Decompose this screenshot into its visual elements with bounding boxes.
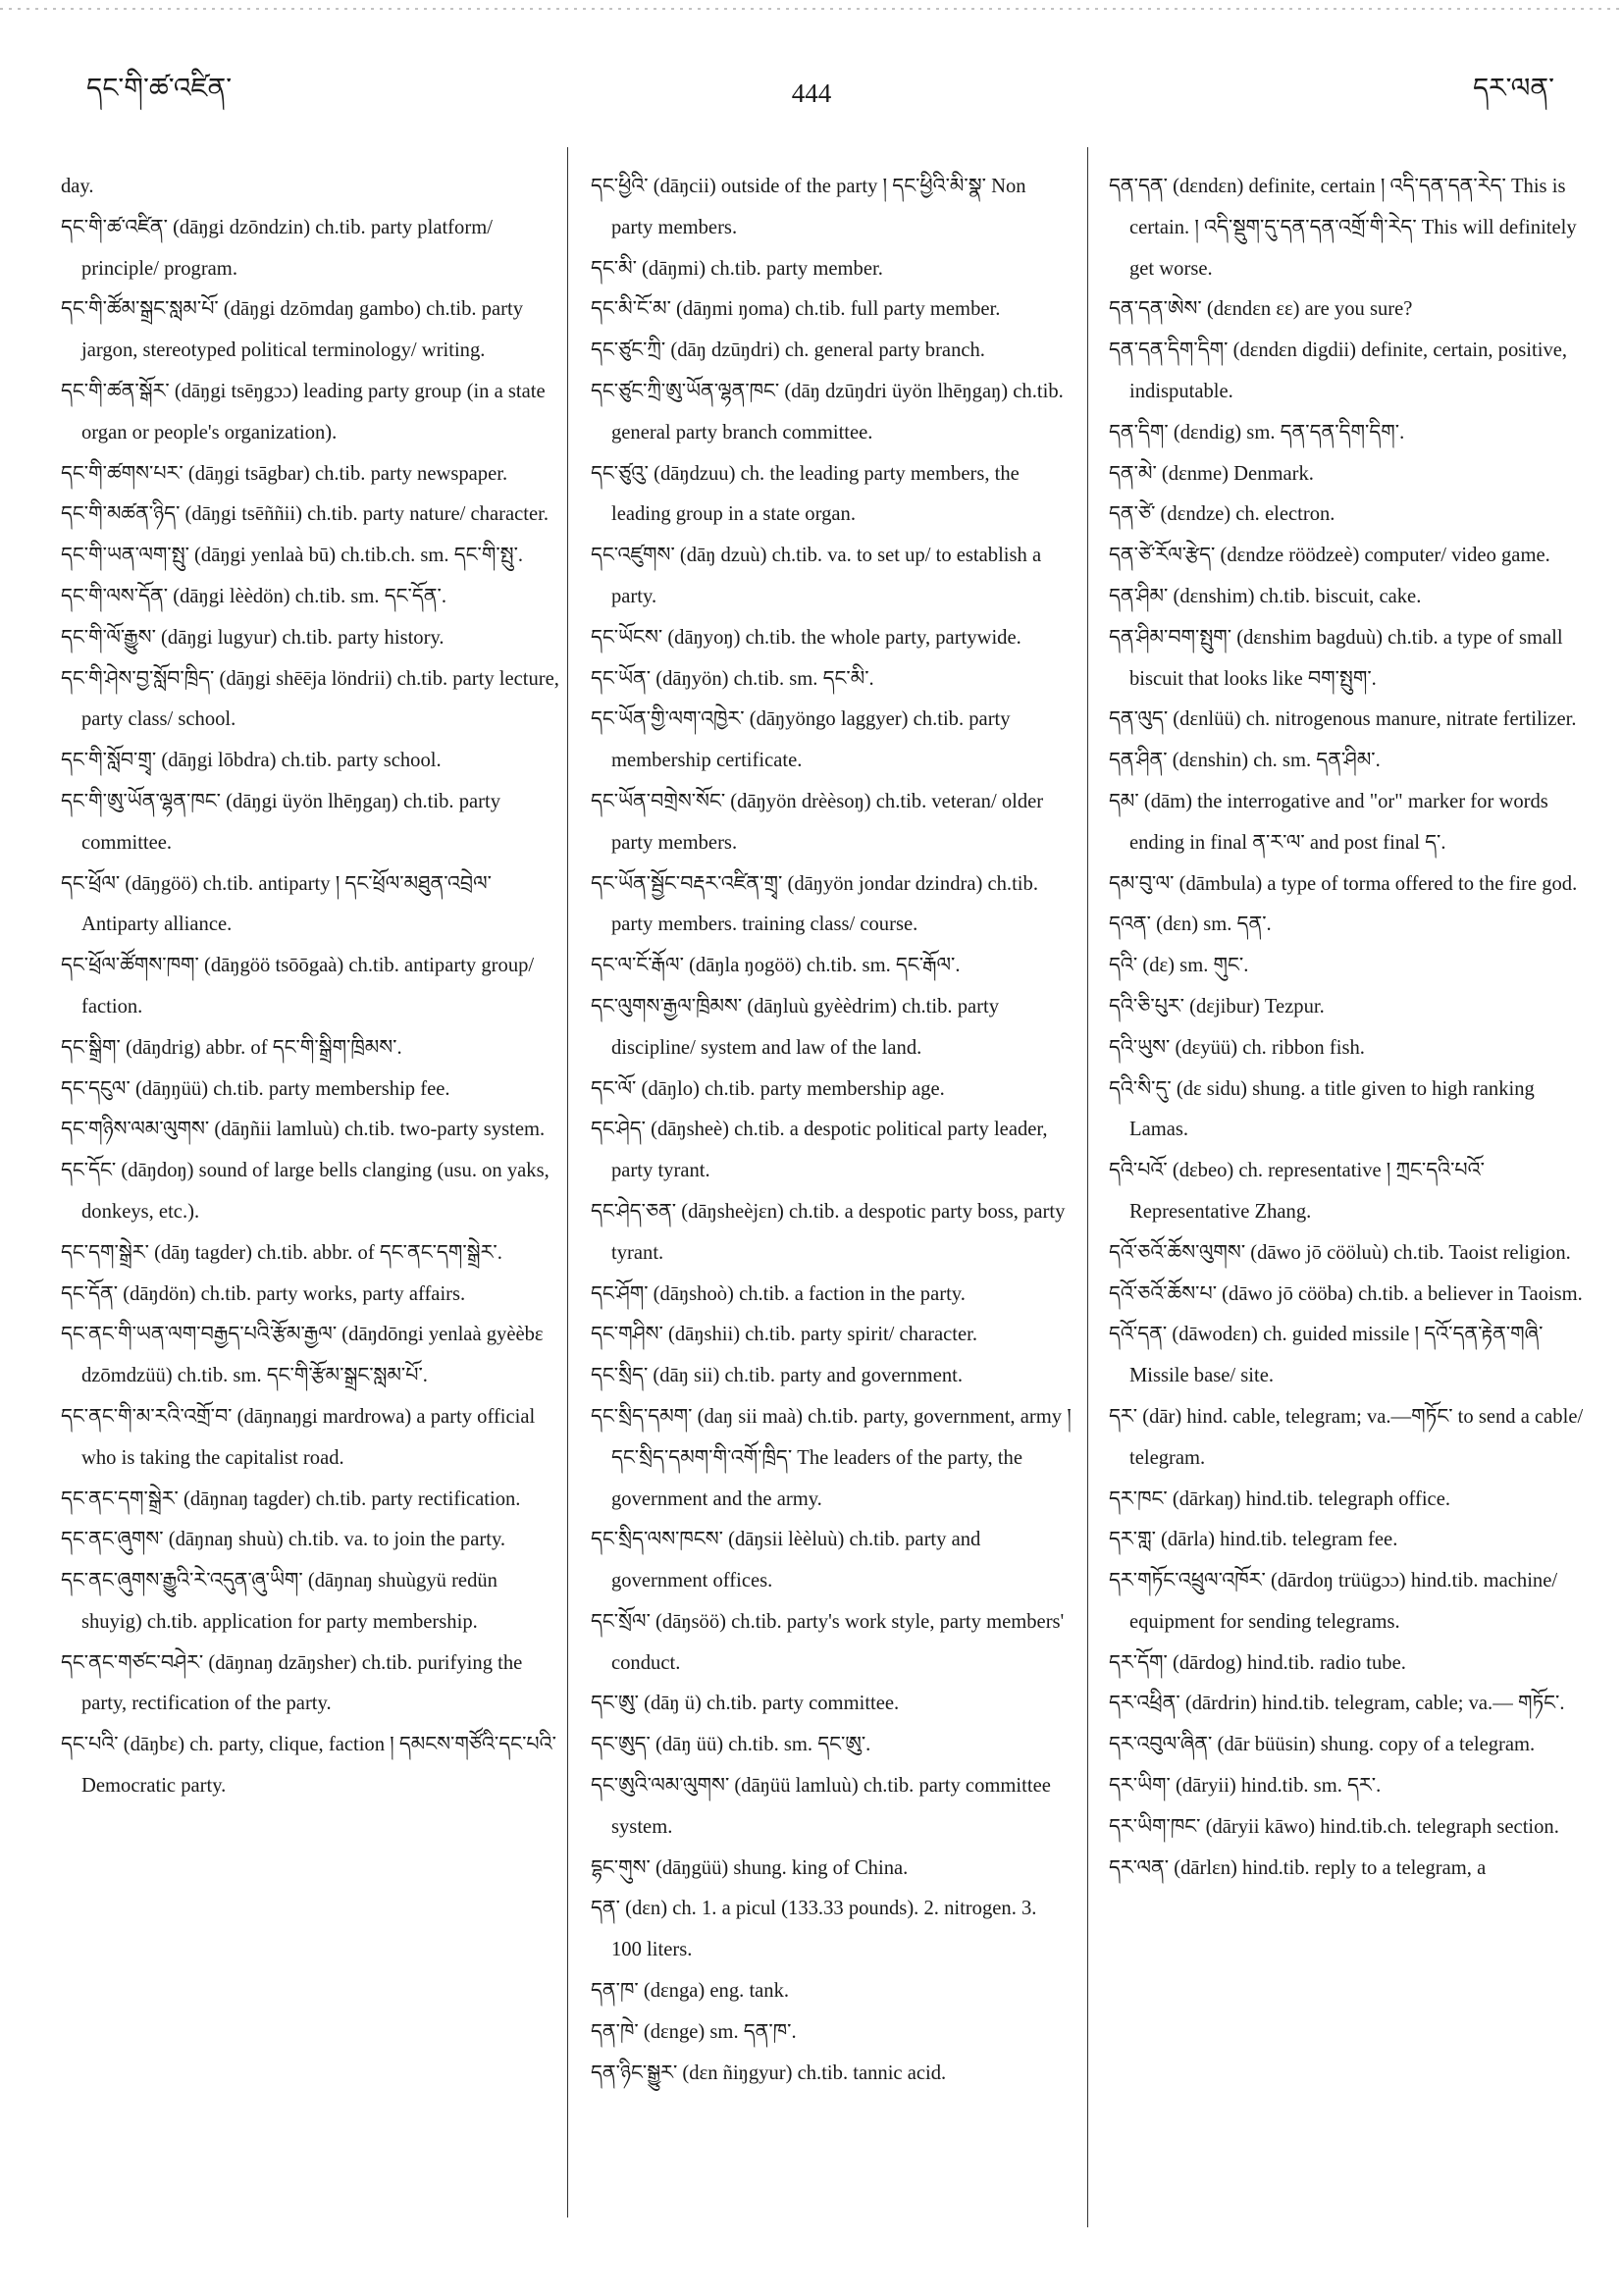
dictionary-entry: དང་འཛུགས་ (dāŋ dzuù) ch.tib. va. to set up/ to establish a party. xyxy=(591,545,1042,607)
dictionary-entry: དམ་བུ་ལ་ (dāmbula) a type of torma offered to the fire god. xyxy=(1109,872,1578,895)
dictionary-entry: དམ་ (dām) the interrogative and "or" marker for words ending in final ན་ར་ལ་ and post final ད་. xyxy=(1109,790,1548,854)
dictionary-entry: དར་འབུལ་ཞིན་ (dār büüsin) shung. copy of a telegram. xyxy=(1109,1734,1536,1756)
left-running-head: དང་གི་ཚ་འཛིན་ xyxy=(86,74,233,104)
dictionary-entry: དང་ཙུང་ཀྲི་ (dāŋ dzūŋdri) ch. general party branch. xyxy=(591,339,985,362)
dictionary-entry: དང་ནང་གི་ཡན་ལག་བརྒྱད་པའི་རྩོམ་རྒྱལ་ (dāŋdōngi yenlaà gyèèbɛ dzōmdzüü) ch.tib. sm. དང་གི་རྩོམ་སྒྲང་སླམ་པོ་. xyxy=(61,1324,544,1387)
dictionary-entry: དང་གི་ཤེས་བྱ་སློབ་ཁྲིད་ (dāŋgi shēēja löndrii) ch.tib. party lecture, party class/ school. xyxy=(61,667,559,731)
dictionary-entry: དང་དག་སྒྲེར་ (dāŋ tagder) ch.tib. abbr. of དང་ནང་དག་སྒྲེར་. xyxy=(61,1241,502,1264)
page-number: 444 xyxy=(791,78,832,108)
column-1 xyxy=(61,167,561,2227)
dictionary-entry: དར་ཁང་ (dārkaŋ) hind.tib. telegraph office. xyxy=(1109,1487,1450,1510)
dictionary-entry: དང་གི་ཚན་སྒོར་ (dāŋgi tsēŋgɔɔ) leading party group (in a state organ or people's organization). xyxy=(61,380,546,444)
right-running-head: དར་ལན་ xyxy=(1472,74,1554,104)
dictionary-entry: དན་ཤིམ་ (dɛnshim) ch.tib. biscuit, cake. xyxy=(1109,585,1422,607)
dictionary-entry: དང་ཕྱིའི་ (dāŋcii) outside of the party ། དང་ཕྱིའི་མི་སྣ་ Non party members. xyxy=(591,176,1026,238)
dictionary-entry: དན་ཤིམ་བག་སྤུག་ (dɛnshim bagduù) ch.tib. a type of small biscuit that looks like བག་སྤུག་. xyxy=(1109,626,1563,690)
dictionary-entry: དང་དངུལ་ (dāŋŋüü) ch.tib. party membership fee. xyxy=(61,1077,450,1100)
dictionary-entry: དང་ནང་གི་མ་རའི་འགྲོ་བ་ (dāŋnaŋgi mardrowa) a party official who is taking the capitalist road. xyxy=(61,1405,536,1469)
dictionary-entry: དའོ་ཅའོ་ཆོས་ལུགས་ (dāwo jō cööluù) ch.tib. Taoist religion. xyxy=(1109,1241,1571,1264)
dictionary-entry: དང་སྲིད་ལས་ཁངས་ (dāŋsii lèèluù) ch.tib. party and government offices. xyxy=(591,1529,981,1592)
dictionary-entry: དང་གི་སློབ་གྲྭ་ (dāŋgi lōbdra) ch.tib. party school. xyxy=(61,750,442,772)
dictionary-entry: དར་གླ་ (dārla) hind.tib. telegram fee. xyxy=(1109,1529,1398,1551)
dictionary-entry: day. xyxy=(61,176,94,197)
dictionary-entry: དང་གི་ཚོམ་སྒྲང་སླམ་པོ་ (dāŋgi dzōmdaŋ gambo) ch.tib. party jargon, stereotyped political terminology/ writing. xyxy=(61,298,524,362)
dictionary-entry: དན་ཙེ་ (dɛndze) ch. electron. xyxy=(1109,503,1335,526)
dictionary-entry: དང་ཕྲོལ་ (dāŋgöö) ch.tib. antiparty ། དང་ཕྲོལ་མཐུན་འབྲེལ་ Antiparty alliance. xyxy=(61,872,492,936)
dictionary-entry: དང་མི་ (dāŋmi) ch.tib. party member. xyxy=(591,257,883,280)
dictionary-entry: དང་ཨུད་ (dāŋ üü) ch.tib. sm. དང་ཨུ་. xyxy=(591,1734,871,1756)
dictionary-entry: དང་གི་ཚ་འཛིན་ (dāŋgi dzōndzin) ch.tib. party platform/ principle/ program. xyxy=(61,216,493,280)
dictionary-entry: དར་ལན་ (dārlɛn) hind.tib. reply to a telegram, a xyxy=(1109,1856,1487,1879)
dictionary-entry: དན་དན་ཨེས་ (dɛndɛn ɛɛ) are you sure? xyxy=(1109,298,1413,321)
dictionary-entry: དན་དན་དིག་དིག་ (dɛndɛn digdii) definite, certain, positive, indisputable. xyxy=(1109,339,1568,402)
dictionary-entry: དན་ཙེ་རོལ་རྩེད་ (dɛndze röödzeè) computer/ video game. xyxy=(1109,545,1550,567)
dictionary-entry: དང་དོང་ (dāŋdoŋ) sound of large bells clanging (usu. on yaks, donkeys, etc.). xyxy=(61,1160,550,1223)
dictionary-entry: དང་ཡོངས་ (dāŋyoŋ) ch.tib. the whole party, partywide. xyxy=(591,626,1021,649)
column-divider-1 xyxy=(567,147,568,2218)
dictionary-entry: དང་མི་ངོ་མ་ (dāŋmi ŋoma) ch.tib. full party member. xyxy=(591,298,1001,321)
dictionary-entry: དན་ཤིན་ (dɛnshin) ch. sm. དན་ཤིམ་. xyxy=(1109,750,1381,772)
dictionary-entry: དན་ (dɛn) ch. 1. a picul (133.33 pounds). 2. nitrogen. 3. 100 liters. xyxy=(591,1898,1037,1961)
dictionary-entry: དང་གཉིས་ལམ་ལུགས་ (dāŋñii lamluù) ch.tib. two-party system. xyxy=(61,1119,546,1141)
dictionary-entry: དང་སྲིད་ (dāŋ sii) ch.tib. party and government. xyxy=(591,1365,964,1387)
dictionary-entry: དང་ལ་ངོ་རྒོལ་ (dāŋla ŋogöö) ch.tib. sm. དང་རྒོལ་. xyxy=(591,955,961,977)
dictionary-entry: དའོ་དན་ (dāwodɛn) ch. guided missile ། དའོ་དན་རྟེན་གཞི་ Missile base/ site. xyxy=(1109,1324,1544,1387)
dictionary-entry: དན་ཁ་ (dɛnga) eng. tank. xyxy=(591,1980,790,2003)
dictionary-entry: དར་འཕྲིན་ (dārdrin) hind.tib. telegram, cable; va.— གཏོང་. xyxy=(1109,1693,1565,1715)
dictionary-entry: དན་མེ་ (dɛnme) Denmark. xyxy=(1109,462,1314,485)
dictionary-entry: དང་ནང་ཞུགས་རྒྱུའི་རེ་འདུན་ཞུ་ཡིག་ (dāŋnaŋ shuùgyü redün shuyig) ch.tib. application for party membership. xyxy=(61,1570,497,1633)
dictionary-entry: དན་ལུད་ (dɛnlüü) ch. nitrogenous manure, nitrate fertilizer. xyxy=(1109,708,1577,731)
dictionary-entry: དང་ནང་གཙང་བཤེར་ (dāŋnaŋ dzāŋsher) ch.tib. purifying the party, rectification of the party. xyxy=(61,1651,523,1715)
dictionary-entry: དང་སྒྲིག་ (dāŋdrig) abbr. of དང་གི་སྒྲིག་ཁྲིམས་. xyxy=(61,1036,402,1059)
dictionary-entry: དའོ་ཅའོ་ཆོས་པ་ (dāwo jō cööba) ch.tib. a believer in Taoism. xyxy=(1109,1282,1583,1305)
dictionary-entry: དང་སྲིད་དམག་ (daŋ sii maà) ch.tib. party, government, army ། དང་སྲིད་དམག་གི་འགོ་ཁྲིད་ The leaders of the party, the government and the army. xyxy=(591,1405,1072,1510)
dictionary-entry: དང་ཤེད་ཅན་ (dāŋsheèjɛn) ch.tib. a despotic party boss, party tyrant. xyxy=(591,1200,1066,1264)
dictionary-entry: དང་གི་ལོ་རྒྱུས་ (dāŋgi lugyur) ch.tib. party history. xyxy=(61,626,445,649)
dictionary-entry: དར་ཡིག་ཁང་ (dāryii kāwo) hind.tib.ch. telegraph section. xyxy=(1109,1815,1559,1838)
dictionary-entry: དར་ཡིག་ (dāryii) hind.tib. sm. དར་. xyxy=(1109,1775,1382,1798)
dictionary-entry: དང་ཡོན་ (dāŋyön) ch.tib. sm. དང་མི་. xyxy=(591,667,874,690)
dictionary-entry: དན་དན་ (dɛndɛn) definite, certain ། འདི་དན་དན་རེད་ This is certain. ། འདི་སྡུག་དུ་དན་དན་འགྲོ་གི་རེད་ This will definitely get worse. xyxy=(1109,176,1577,280)
dictionary-entry: དང་ནང་ཞུགས་ (dāŋnaŋ shuù) ch.tib. va. to join the party. xyxy=(61,1529,506,1551)
dictionary-entry: དང་དོན་ (dāŋdön) ch.tib. party works, party affairs. xyxy=(61,1282,466,1305)
dictionary-entry: དང་ཙུང་ཀྲི་ཨུ་ཡོན་ལྷན་ཁང་ (dāŋ dzūŋdri üyön lhēŋgaŋ) ch.tib. general party branch committee. xyxy=(591,380,1064,444)
dictionary-entry: དང་ལོ་ (dāŋlo) ch.tib. party membership age. xyxy=(591,1077,945,1100)
dictionary-entry: དང་ཤེད་ (dāŋsheè) ch.tib. a despotic political party leader, party tyrant. xyxy=(591,1119,1048,1182)
dictionary-entry: དང་ནང་དག་སྒྲེར་ (dāŋnaŋ tagder) ch.tib. party rectification. xyxy=(61,1487,521,1510)
dictionary-entry: དང་པའི་ (dāŋbɛ) ch. party, clique, faction ། དམངས་གཙོའི་དང་པའི་ Democratic party. xyxy=(61,1734,556,1798)
dictionary-entry: དང་ཡོན་སྦྱོང་བརྡར་འཛིན་གྲྭ་ (dāŋyön jondar dzindra) ch.tib. party members. training class/ course. xyxy=(591,872,1038,936)
dictionary-entry: དའི་ (dɛ) sm. གུང་. xyxy=(1109,955,1249,977)
dictionary-entry: དང་གི་ཨུ་ཡོན་ལྷན་ཁང་ (dāŋgi üyön lhēŋgaŋ) ch.tib. party committee. xyxy=(61,790,501,854)
dictionary-entry: དན་ཁེ་ (dɛnge) sm. དན་ཁ་. xyxy=(591,2020,797,2043)
column-divider-2 xyxy=(1087,147,1088,2227)
column-2 xyxy=(591,167,1072,2227)
dictionary-entry: དང་ཤོག་ (dāŋshoò) ch.tib. a faction in the party. xyxy=(591,1282,966,1305)
dictionary-entry: དང་གི་ཚགས་པར་ (dāŋgi tsāgbar) ch.tib. party newspaper. xyxy=(61,462,508,485)
column-3 xyxy=(1109,167,1596,2227)
dictionary-entry: དར་ (dār) hind. cable, telegram; va.—གཏོང་ to send a cable/ telegram. xyxy=(1109,1405,1584,1469)
dictionary-entry: དའི་སི་དུ་ (dɛ sidu) shung. a title given to high ranking Lamas. xyxy=(1109,1077,1535,1141)
dictionary-entry: དན་དིག་ (dɛndig) sm. དན་དན་དིག་དིག་. xyxy=(1109,421,1405,444)
dictionary-entry: དང་སྲོལ་ (dāŋsöö) ch.tib. party's work style, party members' conduct. xyxy=(591,1610,1065,1674)
dictionary-entry: དང་ཨུའི་ལམ་ལུགས་ (dāŋüü lamluù) ch.tib. party committee system. xyxy=(591,1775,1051,1838)
dictionary-entry: དང་གི་ཡན་ལག་སྤུ་ (dāŋgi yenlaà bū) ch.tib.ch. sm. དང་གི་སྤུ་. xyxy=(61,545,524,567)
dictionary-entry: དང་ཡོན་གྱི་ལག་འཁྱེར་ (dāŋyöngo laggyer) ch.tib. party membership certificate. xyxy=(591,708,1011,772)
dictionary-entry: དང་ལུགས་རྒྱལ་ཁྲིམས་ (dāŋluù gyèèdrim) ch.tib. party discipline/ system and law of the land. xyxy=(591,995,1000,1059)
dictionary-entry: དྷང་གུས་ (dāŋgüü) shung. king of China. xyxy=(591,1856,909,1879)
dictionary-entry: དང་གི་མཚན་ཉིད་ (dāŋgi tsēññii) ch.tib. party nature/ character. xyxy=(61,503,549,526)
dictionary-entry: དང་ཙུའུ་ (dāŋdzuu) ch. the leading party members, the leading group in a state organ. xyxy=(591,462,1020,526)
dictionary-entry: དར་གཏོང་འཕྲུལ་འཁོར་ (dārdoŋ trüügɔɔ) hind.tib. machine/ equipment for sending telegrams. xyxy=(1109,1570,1558,1633)
dictionary-entry: དའན་ (dɛn) sm. དན་. xyxy=(1109,913,1272,936)
scan-edge-artifact xyxy=(0,8,1623,10)
dictionary-entry: དར་དོག་ (dārdog) hind.tib. radio tube. xyxy=(1109,1651,1406,1674)
dictionary-entry: དང་ཕྲོལ་ཚོགས་ཁག་ (dāŋgöö tsōōgaà) ch.tib. antiparty group/ faction. xyxy=(61,955,535,1018)
dictionary-entry: དའི་པའོ་ (dɛbeo) ch. representative ། ཀྲང་དའི་པའོ་ Representative Zhang. xyxy=(1109,1160,1485,1223)
dictionary-entry: དང་གི་ལས་དོན་ (dāŋgi lèèdön) ch.tib. sm. དང་དོན་. xyxy=(61,585,446,607)
dictionary-entry: དང་གཤིས་ (dāŋshii) ch.tib. party spirit/ character. xyxy=(591,1324,977,1346)
dictionary-entry: དང་ཨུ་ (dāŋ ü) ch.tib. party committee. xyxy=(591,1693,900,1715)
dictionary-entry: དན་ཉིང་སྒྱུར་ (dɛn ñiŋgyur) ch.tib. tannic acid. xyxy=(591,2061,947,2084)
dictionary-entry: དའི་ཅི་པུར་ (dɛjibur) Tezpur. xyxy=(1109,995,1325,1018)
dictionary-entry: དང་ཡོན་བགྲེས་སོང་ (dāŋyön drèèsoŋ) ch.tib. veteran/ older party members. xyxy=(591,790,1044,854)
dictionary-entry: དའི་ཡུས་ (dɛyüü) ch. ribbon fish. xyxy=(1109,1036,1365,1059)
